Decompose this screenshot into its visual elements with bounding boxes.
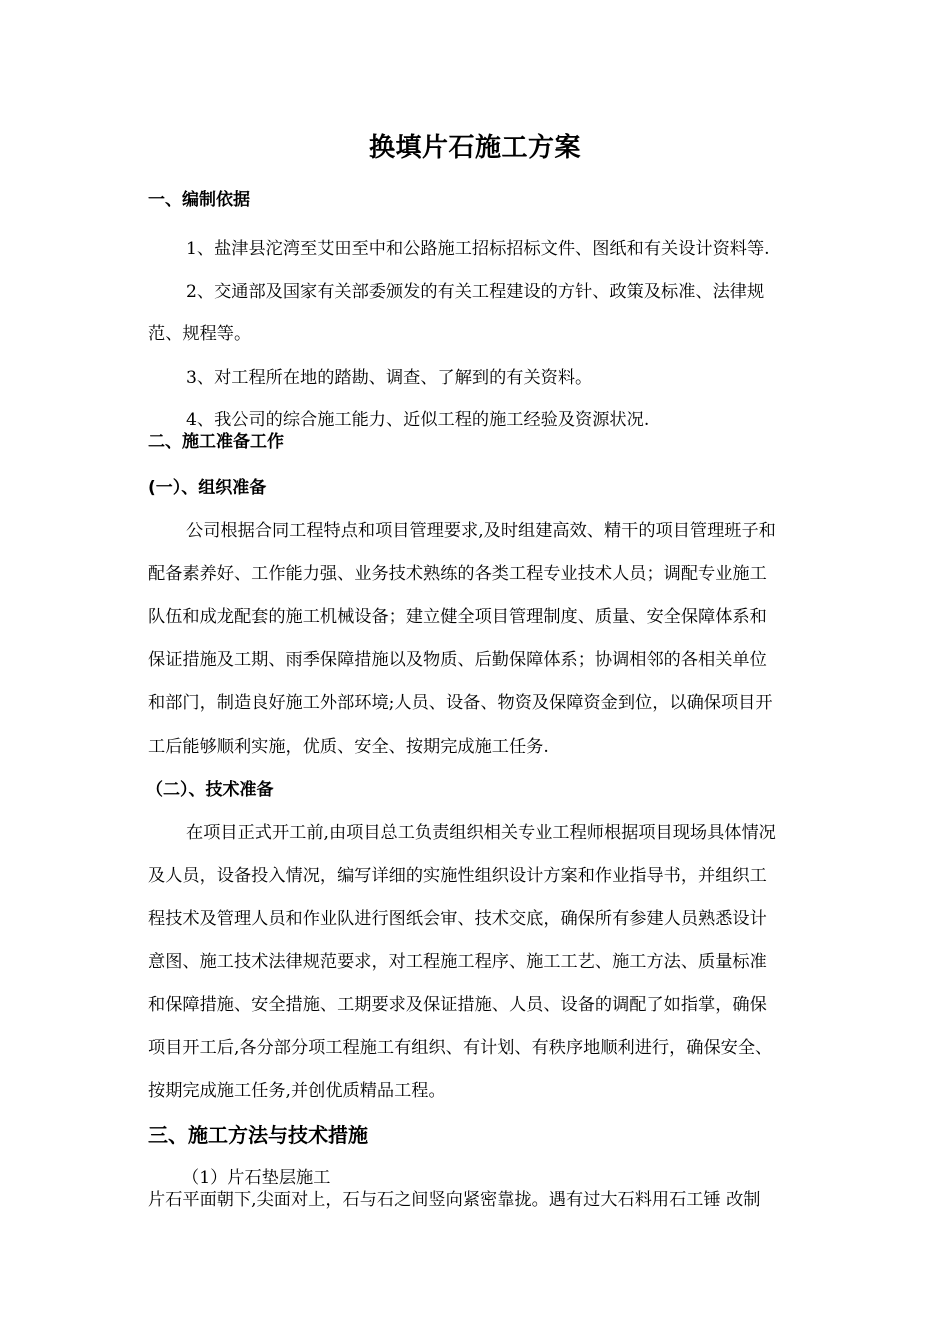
paragraph-line: 保证措施及工期、雨季保障措施以及物质、后勤保障体系；协调相邻的各相关单位 bbox=[148, 650, 767, 670]
subsection-heading-1: (一）、组织准备 bbox=[148, 478, 267, 498]
paragraph-line: 及人员，设备投入情况，编写详细的实施性组织设计方案和作业指导书，并组织工 bbox=[148, 866, 767, 886]
paragraph-line: 4、我公司的综合施工能力、近似工程的施工经验及资源状况. bbox=[186, 410, 650, 430]
paragraph-line: 工后能够顺利实施，优质、安全、按期完成施工任务. bbox=[148, 737, 549, 757]
paragraph-line: 队伍和成龙配套的施工机械设备；建立健全项目管理制度、质量、安全保障体系和 bbox=[148, 607, 767, 627]
paragraph-line: 配备素养好、工作能力强、业务技术熟练的各类工程专业技术人员；调配专业施工 bbox=[148, 564, 767, 584]
paragraph-line: 范、规程等。 bbox=[148, 324, 252, 344]
section-heading-1: 一、编制依据 bbox=[148, 190, 250, 210]
paragraph-line: 按期完成施工任务,并创优质精品工程。 bbox=[148, 1081, 446, 1101]
paragraph-line: 在项目正式开工前,由项目总工负责组织相关专业工程师根据项目现场具体情况 bbox=[186, 823, 776, 843]
paragraph-line: 意图、施工技术法律规范要求，对工程施工程序、施工工艺、施工方法、质量标准 bbox=[148, 952, 767, 972]
section-heading-2: 二、施工准备工作 bbox=[148, 432, 284, 452]
paragraph-line: 2、交通部及国家有关部委颁发的有关工程建设的方针、政策及标准、法律规 bbox=[186, 282, 765, 302]
subsection-heading-2: （二）、技术准备 bbox=[146, 780, 274, 800]
paragraph-line: 3、对工程所在地的踏勘、调查、了解到的有关资料。 bbox=[186, 368, 593, 388]
paragraph-line: 片石平面朝下,尖面对上，石与石之间竖向紧密靠拢。遇有过大石料用石工锤 改制 bbox=[148, 1190, 761, 1210]
paragraph-line: 和保障措施、安全措施、工期要求及保证措施、人员、设备的调配了如指掌，确保 bbox=[148, 995, 767, 1015]
paragraph-line: 和部门，制造良好施工外部环境;人员、设备、物资及保障资金到位，以确保项目开 bbox=[148, 693, 773, 713]
paragraph-line: 程技术及管理人员和作业队进行图纸会审、技术交底，确保所有参建人员熟悉设计 bbox=[148, 909, 767, 929]
paragraph-line: 1、盐津县沱湾至艾田至中和公路施工招标招标文件、图纸和有关设计资料等. bbox=[186, 239, 770, 259]
document-title: 换填片石施工方案 bbox=[368, 133, 581, 163]
section-heading-3: 三、施工方法与技术措施 bbox=[148, 1123, 368, 1147]
paragraph-line: 项目开工后,各分部分项工程施工有组织、有计划、有秩序地顺利进行，确保安全、 bbox=[148, 1038, 773, 1058]
paragraph-line: 公司根据合同工程特点和项目管理要求,及时组建高效、精干的项目管理班子和 bbox=[186, 521, 776, 541]
list-item: （1）片石垫层施工 bbox=[182, 1168, 331, 1188]
